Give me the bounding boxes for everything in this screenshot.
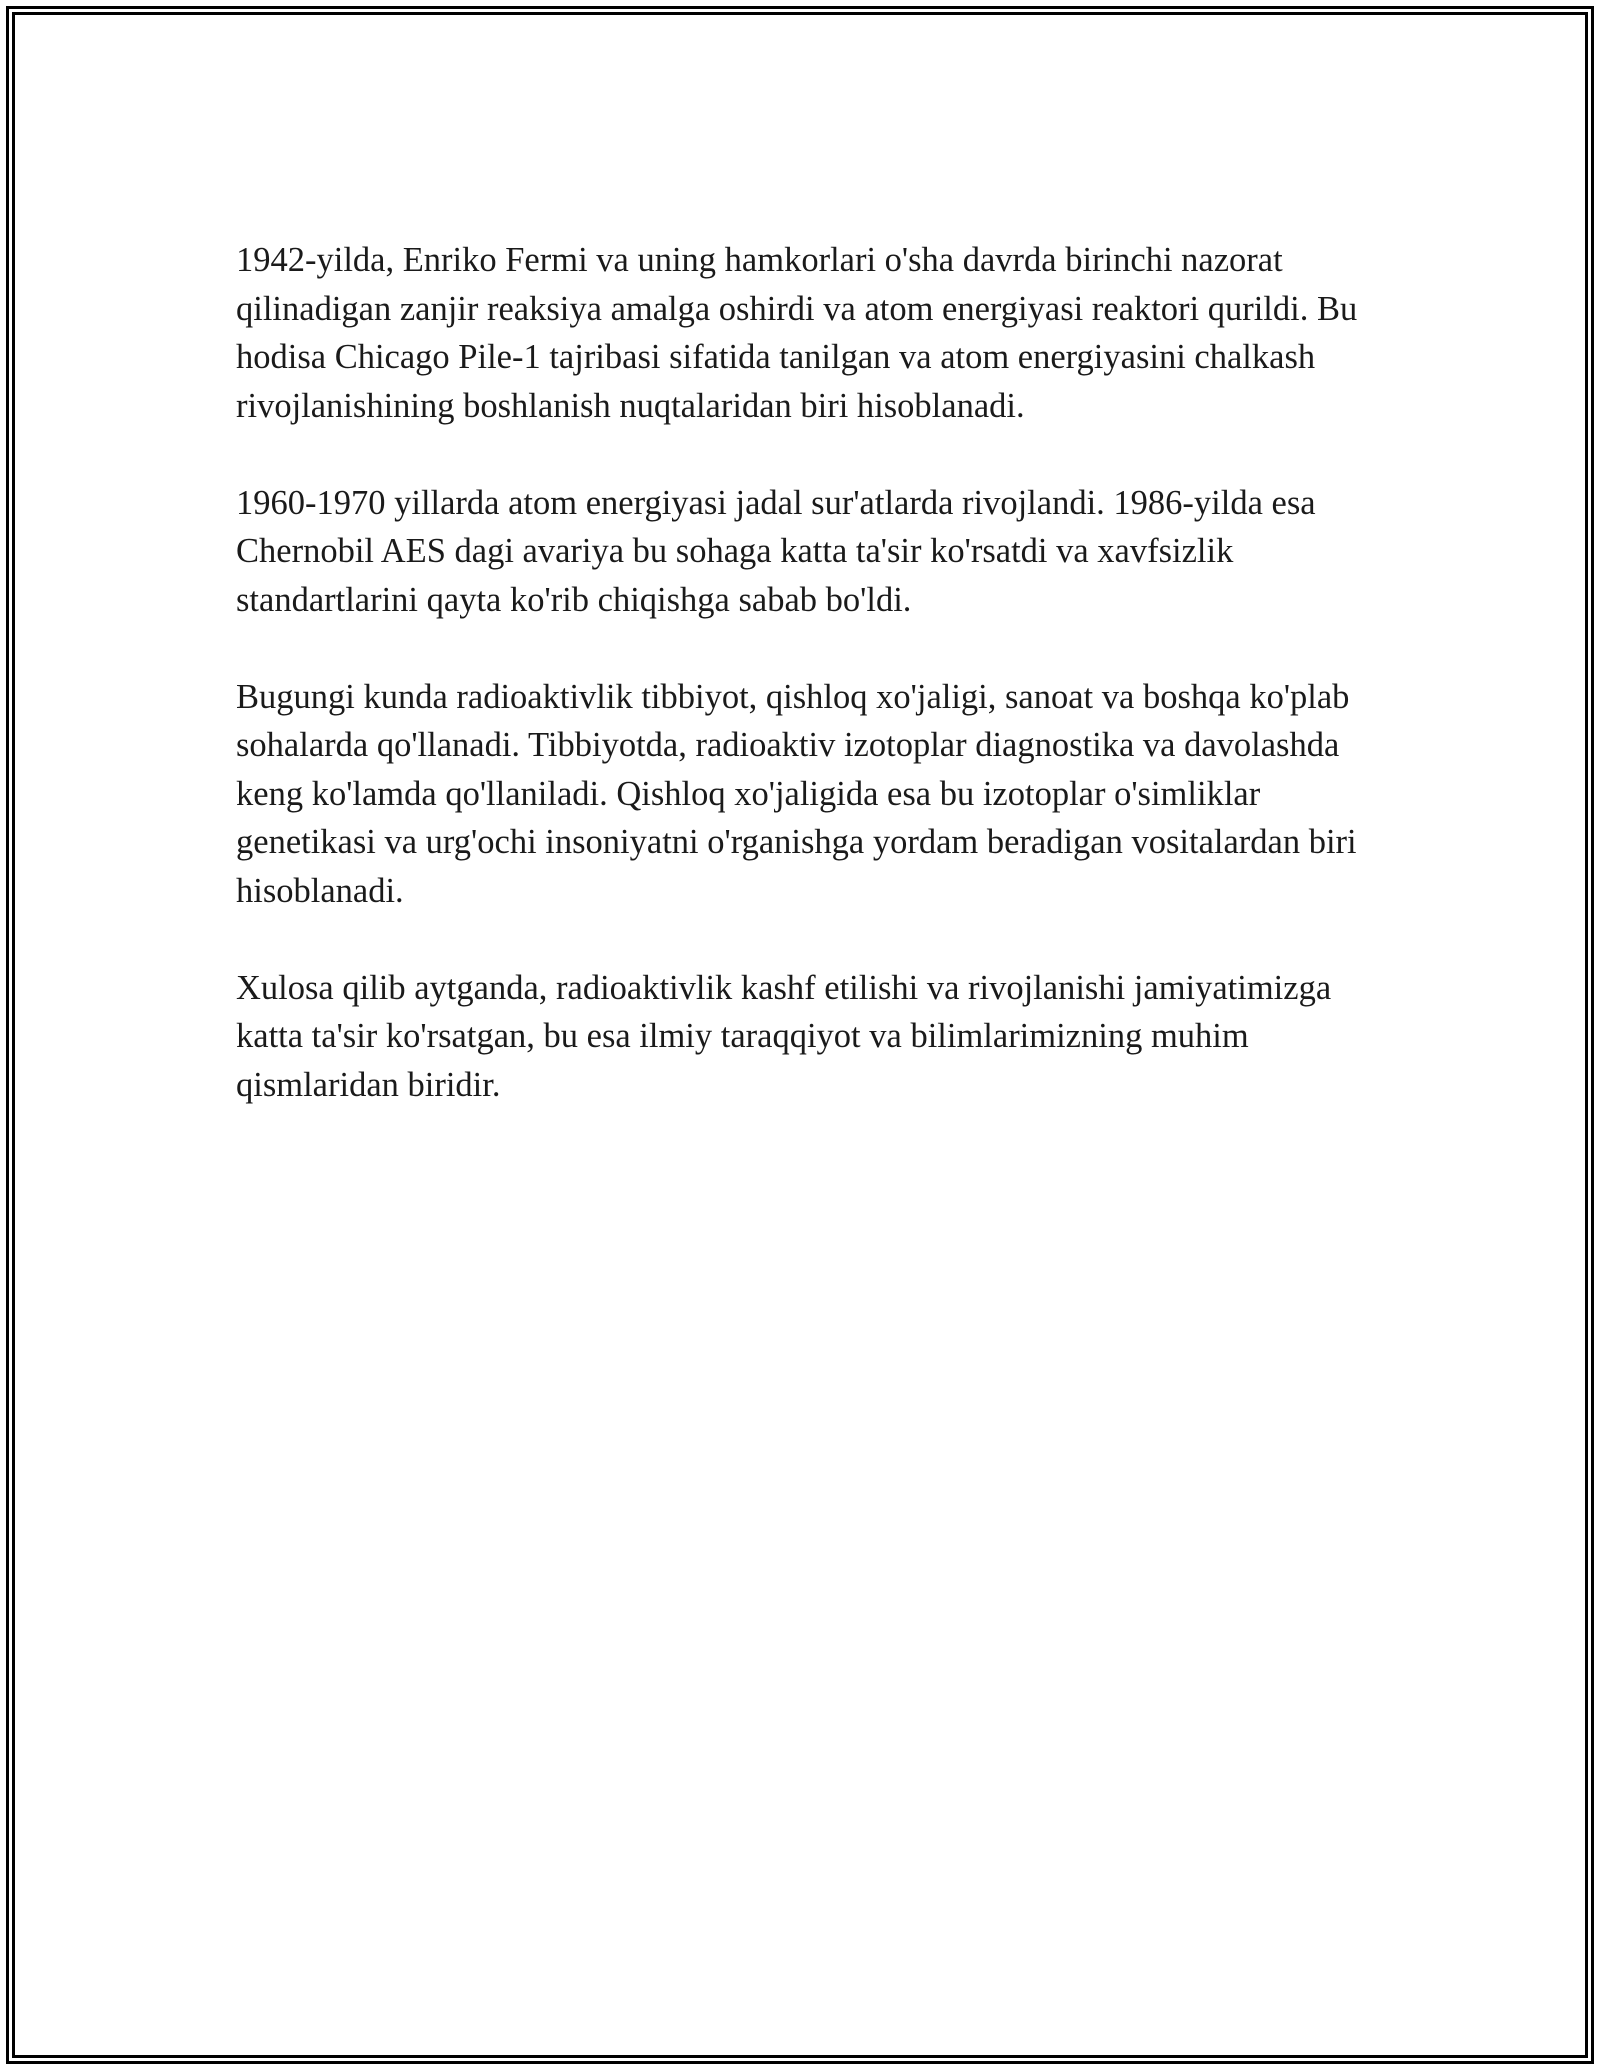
paragraph-chernobyl: 1960-1970 yillarda atom energiyasi jadal sur'atlarda rivojlandi. 1986-yilda esa Chernobil AES dagi avariya bu sohaga katta ta'sir ko'rsatdi va xavfsizlik standartlarini qayta ko'rib chiqishga sabab bo'ldi.: [236, 483, 1316, 619]
paragraph-conclusion: Xulosa qilib aytganda, radioaktivlik kashf etilishi va rivojlanishi jamiyatimizga katta ta'sir ko'rsatgan, bu esa ilmiy taraqqiyot va bilimlarimizning muhim qismlaridan biridir.: [236, 968, 1332, 1104]
paragraph-applications: Bugungi kunda radioaktivlik tibbiyot, qishloq xo'jaligi, sanoat va boshqa ko'plab sohalarda qo'llanadi. Tibbiyotda, radioaktiv izotoplar diagnostika va davolashda keng ko'lamda qo'llaniladi. Qishloq xo'jaligida esa bu izotoplar o'simliklar genetikasi va urg'ochi insoniyatni o'rganishga yordam beradigan vositalardan biri hisoblanadi.: [236, 677, 1357, 910]
document-body: [236, 236, 1366, 1158]
paragraph-chicago-pile: 1942-yilda, Enriko Fermi va uning hamkorlari o'sha davrda birinchi nazorat qilinadigan zanjir reaksiya amalga oshirdi va atom energiyasi reaktori qurildi. Bu hodisa Chicago Pile-1 tajribasi sifatida tanilgan va atom energiyasini chalkash rivojlanishining boshlanish nuqtalaridan biri hisoblanadi.: [236, 241, 1358, 425]
